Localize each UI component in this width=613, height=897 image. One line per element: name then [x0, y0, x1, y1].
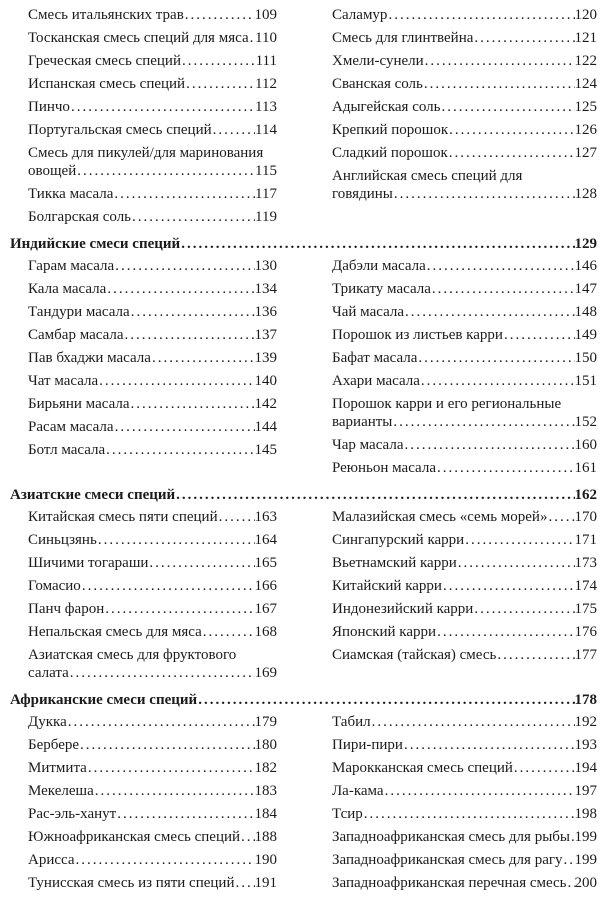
- toc-entry-title: Сванская соль: [332, 76, 423, 92]
- dot-leader: [151, 349, 255, 367]
- toc-entry-page-number: 188: [254, 829, 277, 845]
- toc-entry[interactable]: [28, 326, 277, 344]
- toc-entry-page-number: 130: [254, 258, 277, 274]
- toc-entry[interactable]: [332, 167, 597, 203]
- toc-entry[interactable]: [28, 144, 277, 180]
- toc-entry-title: Пав бхаджи масала: [28, 350, 151, 366]
- toc-entry[interactable]: [332, 349, 597, 367]
- dot-leader: [457, 554, 575, 572]
- toc-entry-title: Панч фарон: [28, 601, 105, 617]
- toc-entry[interactable]: [28, 851, 277, 869]
- section-header[interactable]: [10, 486, 597, 504]
- toc-entry[interactable]: [332, 144, 597, 162]
- toc-entry[interactable]: [28, 805, 277, 823]
- dot-leader: [184, 6, 255, 24]
- toc-entry[interactable]: [332, 713, 597, 731]
- toc-entry-title: Адыгейская соль: [332, 99, 441, 115]
- toc-entry-title: Непальская смесь для мяса: [28, 624, 202, 640]
- toc-column-right: [314, 713, 597, 897]
- dot-leader: [212, 121, 255, 139]
- toc-entry-title: Сладкий порошок: [332, 145, 448, 161]
- dot-leader: [404, 303, 574, 321]
- toc-section-indian-mixes: [10, 235, 597, 482]
- toc-entry-page-number: 121: [574, 30, 597, 46]
- dot-leader: [180, 235, 574, 253]
- toc-entry[interactable]: [332, 436, 597, 454]
- toc-entry[interactable]: [28, 280, 277, 298]
- dot-leader: [403, 736, 575, 754]
- toc-entry-title: Чат масала: [28, 373, 99, 389]
- toc-entry-page-number: 137: [254, 327, 277, 343]
- dot-leader: [87, 759, 255, 777]
- toc-entry-title: Саламур: [332, 7, 388, 23]
- toc-entry-title: Трикату масала: [332, 281, 431, 297]
- toc-entry-title: Рас-эль-ханут: [28, 806, 117, 822]
- toc-entry-title-line1: Смесь для пикулей/для маринования: [28, 145, 264, 161]
- toc-entry-page-number: 184: [254, 806, 277, 822]
- dot-leader: [431, 280, 575, 298]
- toc-entry[interactable]: [28, 713, 277, 731]
- toc-entry[interactable]: [332, 782, 597, 800]
- section-header-page-number: 129: [574, 236, 597, 252]
- toc-entry-title: Сиамская (тайская) смесь: [332, 647, 497, 663]
- toc-entry-title: Шичими тогараши: [28, 555, 149, 571]
- toc-entry-title: салата: [28, 665, 69, 681]
- toc-entry-page-number: 151: [574, 373, 597, 389]
- toc-entry-title: Западноафриканская перечная смесь: [332, 875, 567, 891]
- toc-entry[interactable]: [332, 508, 597, 526]
- toc-entry[interactable]: [28, 395, 277, 413]
- toc-entry[interactable]: [28, 418, 277, 436]
- dot-leader: [424, 52, 575, 70]
- section-header-title: Индийские смеси специй: [10, 236, 181, 252]
- toc-entry-title: Самбар масала: [28, 327, 124, 343]
- dot-leader: [496, 646, 574, 664]
- toc-entry-page-number: 113: [255, 99, 277, 115]
- dot-leader: [131, 208, 255, 226]
- toc-entry-page-number: 194: [574, 760, 597, 776]
- toc-entry-page-number: 183: [254, 783, 277, 799]
- toc-column-left: [10, 508, 277, 687]
- dot-leader: [473, 600, 574, 618]
- toc-entry-title: Реюньон масала: [332, 460, 436, 476]
- dot-leader: [218, 508, 255, 526]
- toc-entry-title: Марокканская смесь специй: [332, 760, 513, 776]
- toc-columns: [10, 257, 597, 482]
- toc-entry-title: Кала масала: [28, 281, 107, 297]
- dot-leader: [76, 162, 255, 180]
- section-header-page-number: 178: [574, 692, 597, 708]
- toc-entry-title: Бафат масала: [332, 350, 418, 366]
- toc-entry-page-number: 150: [574, 350, 597, 366]
- toc-entry[interactable]: [332, 759, 597, 777]
- toc-entry-page-number: 136: [254, 304, 277, 320]
- toc-entry[interactable]: [28, 874, 277, 892]
- toc-entry[interactable]: [28, 52, 277, 70]
- dot-leader: [403, 436, 574, 454]
- toc-columns: [10, 6, 597, 231]
- toc-entry-title: Вьетнамский карри: [332, 555, 457, 571]
- toc-entry-title: Смесь итальянских трав: [28, 7, 184, 23]
- toc-entry[interactable]: [28, 303, 277, 321]
- dot-leader: [104, 600, 254, 618]
- toc-entry[interactable]: [28, 29, 277, 47]
- toc-entry-title: Чар масала: [332, 437, 404, 453]
- toc-entry-page-number: 190: [254, 852, 277, 868]
- dot-leader: [547, 508, 574, 526]
- dot-leader: [448, 121, 574, 139]
- dot-leader: [420, 372, 575, 390]
- dot-leader: [114, 257, 254, 275]
- toc-entry-title: Бербере: [28, 737, 80, 753]
- toc-entry[interactable]: [28, 828, 277, 846]
- toc-entry-page-number: 191: [254, 875, 277, 891]
- toc-entry[interactable]: [332, 874, 597, 892]
- toc-entry-title: Порошок из листьев карри: [332, 327, 503, 343]
- dot-leader: [114, 418, 255, 436]
- dot-leader: [98, 372, 254, 390]
- toc-entry-title: овощей: [28, 163, 77, 179]
- dot-leader: [94, 782, 255, 800]
- dot-leader: [69, 664, 255, 682]
- toc-entry[interactable]: [332, 531, 597, 549]
- toc-entry-title-line1: Азиатская смесь для фруктового: [28, 647, 237, 663]
- toc-entry[interactable]: [28, 75, 277, 93]
- toc-entry-page-number: 199: [574, 852, 597, 868]
- toc-entry-title: Гарам масала: [28, 258, 115, 274]
- toc-entry-title: Тунисская смесь из пяти специй: [28, 875, 235, 891]
- toc-entry-title: Синьцзянь: [28, 532, 97, 548]
- dot-leader: [436, 623, 574, 641]
- dot-leader: [448, 144, 575, 162]
- toc-column-right: [314, 6, 597, 231]
- toc-entry[interactable]: [332, 372, 597, 390]
- toc-column-left: [10, 713, 277, 897]
- toc-section-african-mixes: [10, 691, 597, 897]
- toc-entry-page-number: 110: [255, 30, 277, 46]
- section-header[interactable]: [10, 691, 597, 709]
- dot-leader: [70, 98, 255, 116]
- toc-entry-page-number: 127: [574, 145, 597, 161]
- toc-entry-title: Японский карри: [332, 624, 437, 640]
- toc-entry-title: Табил: [332, 714, 371, 730]
- toc-entry-page-number: 117: [255, 186, 277, 202]
- dot-leader: [384, 782, 575, 800]
- dot-leader: [442, 577, 575, 595]
- toc-entry-title: Митмита: [28, 760, 87, 776]
- toc-column-left: [10, 257, 277, 482]
- dot-leader: [106, 280, 254, 298]
- toc-entry-page-number: 111: [255, 53, 277, 69]
- toc-entry[interactable]: [332, 6, 597, 24]
- toc-entry[interactable]: [28, 6, 277, 24]
- toc-entry[interactable]: [28, 554, 277, 572]
- toc-entry-page-number: 163: [254, 509, 277, 525]
- toc-entry-page-number: 164: [254, 532, 277, 548]
- dot-leader: [392, 413, 574, 431]
- dot-leader: [436, 459, 575, 477]
- toc-entry-page-number: 114: [255, 122, 277, 138]
- dot-leader: [175, 486, 574, 504]
- toc-entry[interactable]: [28, 600, 277, 618]
- dot-leader: [417, 349, 574, 367]
- toc-entry-title: Дукка: [28, 714, 67, 730]
- dot-leader: [148, 554, 254, 572]
- toc-entry-title: Португальская смесь специй: [28, 122, 212, 138]
- toc-entry[interactable]: [332, 395, 597, 431]
- toc-entry-page-number: 169: [254, 665, 277, 681]
- toc-entry-page-number: 125: [574, 99, 597, 115]
- dot-leader: [130, 395, 255, 413]
- toc-entry-page-number: 140: [254, 373, 277, 389]
- dot-leader: [240, 828, 254, 846]
- toc-entry-title: Малазийская смесь «семь морей»: [332, 509, 548, 525]
- toc-entry[interactable]: [332, 257, 597, 275]
- toc-entry[interactable]: [28, 531, 277, 549]
- toc-entry[interactable]: [332, 577, 597, 595]
- toc-entry-title: Тсир: [332, 806, 363, 822]
- toc-entry-page-number: 147: [574, 281, 597, 297]
- dot-leader: [426, 257, 575, 275]
- toc-entry[interactable]: [28, 372, 277, 390]
- toc-entry-title: Крепкий порошок: [332, 122, 449, 138]
- toc-entry[interactable]: [28, 257, 277, 275]
- dot-leader: [113, 185, 255, 203]
- dot-leader: [363, 805, 575, 823]
- section-header-title: Азиатские смеси специй: [10, 487, 176, 503]
- toc-entry[interactable]: [28, 441, 277, 459]
- toc-entry-page-number: 173: [574, 555, 597, 571]
- toc-entry-page-number: 142: [254, 396, 277, 412]
- toc-entry-title: Ахари масала: [332, 373, 420, 389]
- toc-entry[interactable]: [28, 782, 277, 800]
- toc-entry-title: Сингапурский карри: [332, 532, 465, 548]
- toc-entry[interactable]: [28, 623, 277, 641]
- toc-entry[interactable]: [28, 736, 277, 754]
- toc-entry-title: Тикка масала: [28, 186, 114, 202]
- toc-entry-page-number: 171: [574, 532, 597, 548]
- toc-entry-page-number: 119: [255, 209, 277, 225]
- toc-entry-title: Китайская смесь пяти специй: [28, 509, 218, 525]
- dot-leader: [423, 75, 575, 93]
- toc-entry-page-number: 139: [254, 350, 277, 366]
- toc-entry-page-number: 145: [254, 442, 277, 458]
- toc-entry-title: Болгарская соль: [28, 209, 132, 225]
- dot-leader: [387, 6, 574, 24]
- section-header-page-number: 162: [574, 487, 597, 503]
- dot-leader: [503, 326, 575, 344]
- toc-entry-page-number: 199: [574, 829, 597, 845]
- toc-entry-title: Индонезийский карри: [332, 601, 474, 617]
- toc-entry[interactable]: [332, 326, 597, 344]
- toc-entry-title: Смесь для глинтвейна: [332, 30, 474, 46]
- toc-entry[interactable]: [28, 646, 277, 682]
- toc-entry-title: Ботл масала: [28, 442, 106, 458]
- dot-leader: [75, 851, 255, 869]
- toc-entry-page-number: 166: [254, 578, 277, 594]
- dot-leader: [181, 52, 256, 70]
- toc-entry-page-number: 168: [254, 624, 277, 640]
- toc-entry-title: Хмели-сунели: [332, 53, 424, 69]
- toc-entry-page-number: 193: [574, 737, 597, 753]
- toc-entry[interactable]: [28, 185, 277, 203]
- dot-leader: [67, 713, 255, 731]
- toc-entry[interactable]: [28, 121, 277, 139]
- toc-entry[interactable]: [332, 554, 597, 572]
- toc-section-asian-mixes: [10, 486, 597, 687]
- toc-entry-page-number: 146: [574, 258, 597, 274]
- toc-entry-title: Гомасио: [28, 578, 81, 594]
- dot-leader: [567, 874, 575, 892]
- toc-entry[interactable]: [28, 508, 277, 526]
- toc-entry[interactable]: [332, 98, 597, 116]
- toc-entry-page-number: 122: [574, 53, 597, 69]
- dot-leader: [513, 759, 575, 777]
- toc-entry-page-number: 128: [574, 186, 597, 202]
- dot-leader: [79, 736, 254, 754]
- toc-entry[interactable]: [332, 121, 597, 139]
- dot-leader: [197, 691, 574, 709]
- toc-entry-title: Греческая смесь специй: [28, 53, 181, 69]
- dot-leader: [563, 851, 575, 869]
- toc-entry-page-number: 165: [254, 555, 277, 571]
- toc-entry[interactable]: [332, 459, 597, 477]
- toc-entry-title: Западноафриканская смесь для рыбы: [332, 829, 570, 845]
- toc-columns: [10, 713, 597, 897]
- toc-entry-title: Мекелеша: [28, 783, 94, 799]
- toc-entry-page-number: 170: [574, 509, 597, 525]
- dot-leader: [202, 623, 255, 641]
- dot-leader: [393, 185, 575, 203]
- toc-entry[interactable]: [28, 577, 277, 595]
- toc-entry[interactable]: [28, 98, 277, 116]
- toc-entry-page-number: 197: [574, 783, 597, 799]
- toc-entry[interactable]: [332, 600, 597, 618]
- toc-entry-page-number: 175: [574, 601, 597, 617]
- dot-leader: [473, 29, 574, 47]
- toc-column-right: [314, 257, 597, 482]
- toc-entry-page-number: 148: [574, 304, 597, 320]
- toc-entry-page-number: 200: [574, 875, 597, 891]
- toc-entry-title: Дабэли масала: [332, 258, 426, 274]
- section-header-title: Африканские смеси специй: [10, 692, 198, 708]
- toc-entry-page-number: 112: [255, 76, 277, 92]
- dot-leader: [81, 577, 255, 595]
- toc-entry-page-number: 174: [574, 578, 597, 594]
- toc-columns: [10, 508, 597, 687]
- toc-entry-page-number: 182: [254, 760, 277, 776]
- toc-entry-title: Арисса: [28, 852, 75, 868]
- toc-entry-page-number: 192: [574, 714, 597, 730]
- toc-entry-page-number: 177: [574, 647, 597, 663]
- toc-entry-page-number: 198: [574, 806, 597, 822]
- toc-entry-page-number: 160: [574, 437, 597, 453]
- dot-leader: [441, 98, 575, 116]
- toc-entry-page-number: 152: [574, 414, 597, 430]
- toc-entry[interactable]: [332, 736, 597, 754]
- toc-entry-title: Расам масала: [28, 419, 114, 435]
- toc-entry-page-number: 167: [254, 601, 277, 617]
- toc-entry-page-number: 149: [574, 327, 597, 343]
- toc-entry-title: Бирьяни масала: [28, 396, 130, 412]
- toc-entry[interactable]: [332, 303, 597, 321]
- dot-leader: [185, 75, 255, 93]
- toc-entry-page-number: 161: [574, 460, 597, 476]
- toc-entry[interactable]: [332, 29, 597, 47]
- toc-entry-title: Южноафриканская смесь специй: [28, 829, 241, 845]
- dot-leader: [234, 874, 254, 892]
- toc-entry-title: Пири-пири: [332, 737, 403, 753]
- toc-entry-page-number: 179: [254, 714, 277, 730]
- toc-entry-page-number: 120: [574, 7, 597, 23]
- toc-entry-title: варианты: [332, 414, 393, 430]
- toc-entry[interactable]: [332, 52, 597, 70]
- toc-entry-title: Западноафриканская смесь для рагу: [332, 852, 563, 868]
- toc-entry-title: Чай масала: [332, 304, 405, 320]
- dot-leader: [116, 805, 254, 823]
- toc-entry-title: говядины: [332, 186, 393, 202]
- toc-entry-page-number: 176: [574, 624, 597, 640]
- toc-entry[interactable]: [332, 805, 597, 823]
- toc-entry-page-number: 124: [574, 76, 597, 92]
- toc-entry-page-number: 144: [254, 419, 277, 435]
- toc-column-left: [10, 6, 277, 231]
- toc-entry[interactable]: [332, 828, 597, 846]
- toc-entry-title: Ла-кама: [332, 783, 384, 799]
- toc-entry-title: Испанская смесь специй: [28, 76, 186, 92]
- toc-entry-page-number: 180: [254, 737, 277, 753]
- dot-leader: [371, 713, 575, 731]
- section-header[interactable]: [10, 235, 597, 253]
- toc-entry-page-number: 109: [254, 7, 277, 23]
- toc-entry-page-number: 126: [574, 122, 597, 138]
- toc-entry[interactable]: [332, 851, 597, 869]
- toc-column-right: [314, 508, 597, 687]
- dot-leader: [97, 531, 255, 549]
- toc-entry[interactable]: [332, 75, 597, 93]
- toc-entry[interactable]: [28, 349, 277, 367]
- toc-entry[interactable]: [332, 280, 597, 298]
- dot-leader: [130, 303, 255, 321]
- toc-section-continued: [10, 6, 597, 231]
- dot-leader: [124, 326, 255, 344]
- toc-entry[interactable]: [332, 623, 597, 641]
- toc-entry-title: Тосканская смесь специй для мяса: [28, 30, 249, 46]
- toc-entry-title: Китайский карри: [332, 578, 442, 594]
- toc-entry[interactable]: [332, 646, 597, 664]
- toc-entry-title: Тандури масала: [28, 304, 130, 320]
- toc-entry-page-number: 134: [254, 281, 277, 297]
- toc-entry[interactable]: [28, 759, 277, 777]
- toc-entry-page-number: 115: [255, 163, 277, 179]
- toc-entry-title-line1: Английская смесь специй для: [332, 168, 523, 184]
- dot-leader: [464, 531, 574, 549]
- toc-entry[interactable]: [28, 208, 277, 226]
- dot-leader: [105, 441, 254, 459]
- toc-entry-title: Пинчо: [28, 99, 70, 115]
- toc-entry-title-line1: Порошок карри и его региональные: [332, 396, 562, 412]
